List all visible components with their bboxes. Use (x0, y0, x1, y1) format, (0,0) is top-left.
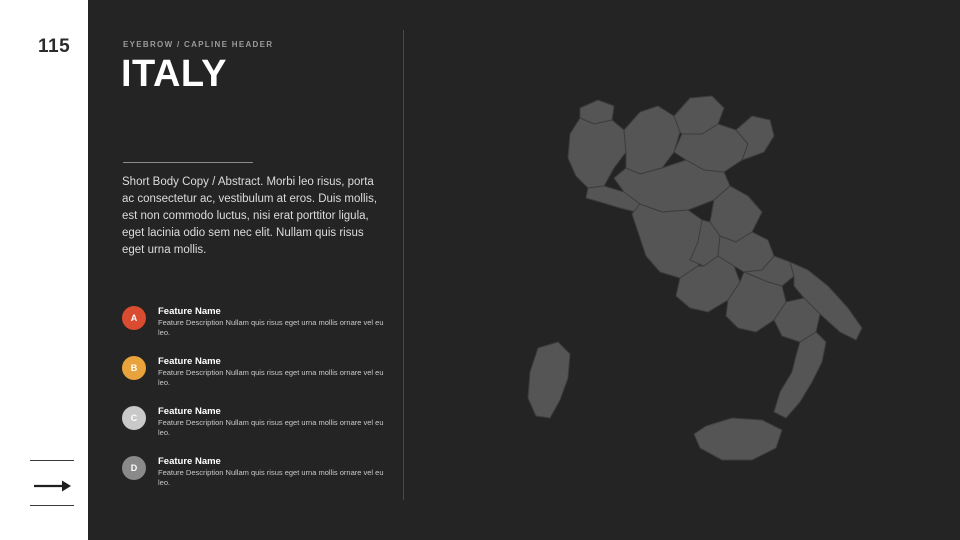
list-item[interactable] (122, 400, 402, 450)
content-canvas (88, 0, 960, 540)
list-item[interactable] (122, 450, 402, 500)
list-item[interactable] (122, 300, 402, 350)
feature-badge-c: C (122, 406, 146, 430)
feature-badge-b: B (122, 356, 146, 380)
left-rail (0, 0, 88, 540)
body-copy: Short Body Copy / Abstract. Morbi leo risus, porta ac consectetur ac, vestibulum at eros. Duis mollis, est non commodo luctus, nisi erat porttitor ligula, eget lacinia odio sem nec elit. Nullam quis risus eget urna mollis. (122, 176, 378, 256)
feature-description: Feature Description Nullam quis risus eget urna mollis ornare vel eu leo. (158, 468, 384, 487)
feature-list (122, 300, 402, 500)
next-slide-arrow-icon[interactable] (34, 473, 72, 499)
feature-description: Feature Description Nullam quis risus eget urna mollis ornare vel eu leo. (158, 318, 384, 337)
vertical-divider (403, 30, 404, 500)
rail-divider-bottom (30, 505, 74, 506)
list-item[interactable] (122, 350, 402, 400)
eyebrow-label: EYEBROW / CAPLINE HEADER (123, 40, 274, 49)
rail-divider-top (30, 460, 74, 461)
feature-badge-d: D (122, 456, 146, 480)
page-title: ITALY (121, 53, 227, 95)
italy-map (418, 20, 938, 520)
map-regions (528, 96, 862, 460)
feature-title: Feature Name (158, 306, 221, 317)
feature-description: Feature Description Nullam quis risus eget urna mollis ornare vel eu leo. (158, 418, 384, 437)
feature-description: Feature Description Nullam quis risus eget urna mollis ornare vel eu leo. (158, 368, 384, 387)
feature-title: Feature Name (158, 356, 221, 367)
feature-title: Feature Name (158, 456, 221, 467)
feature-title: Feature Name (158, 406, 221, 417)
page-number: 115 (38, 36, 71, 57)
feature-badge-a: A (122, 306, 146, 330)
body-rule (123, 162, 253, 163)
